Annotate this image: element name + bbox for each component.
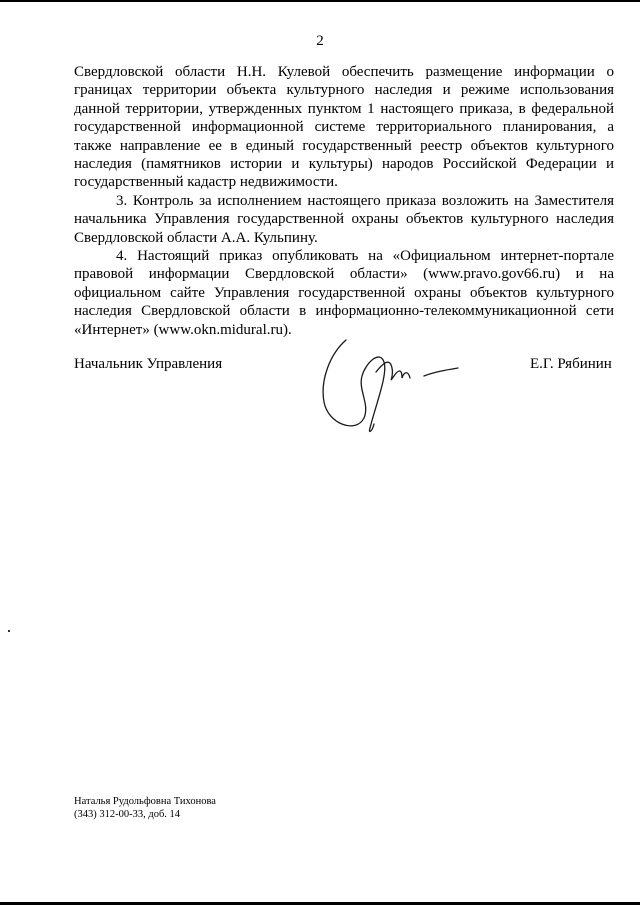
document-body xyxy=(74,63,614,339)
scan-speck xyxy=(8,630,10,632)
paragraph-item-3: 3. Контроль за исполнением настоящего приказа возложить на Заместителя начальника Управления государственной охраны объектов культурного наследия Свердловской области А.А. Кульпину. xyxy=(74,192,614,246)
executor-phone: (343) 312-00-33, доб. 14 xyxy=(74,809,181,820)
signatory-position: Начальник Управления xyxy=(74,356,223,372)
scan-top-edge xyxy=(0,0,640,2)
handwritten-signature xyxy=(318,332,468,437)
executor-contact xyxy=(74,795,216,821)
paragraph-continuation: Свердловской области Н.Н. Кулевой обеспечить размещение информации о границах территории объекта культурного наследия и режиме использования данной территории, утвержденных пунктом 1 настоящего приказа, в федеральной государственной информационной системе территориального планирования, а также направление ее в единый государственный реестр объектов культурного наследия (памятников истории и культуры) народов Российской Федерации и государственный кадастр недвижимости. xyxy=(74,64,614,191)
executor-name: Наталья Рудольфовна Тихонова xyxy=(74,796,216,807)
page-number: 2 xyxy=(316,33,324,49)
signatory-name: Е.Г. Рябинин xyxy=(530,356,612,372)
paragraph-item-4: 4. Настоящий приказ опубликовать на «Официальном интернет-портале правовой информации Свердловской области» (www.pravo.gov66.ru) и на официальном сайте Управления государственной охраны объектов культурного наследия Свердловской области в информационно-телекоммуникационной сети «Интернет» (www.okn.midural.ru). xyxy=(74,248,614,338)
